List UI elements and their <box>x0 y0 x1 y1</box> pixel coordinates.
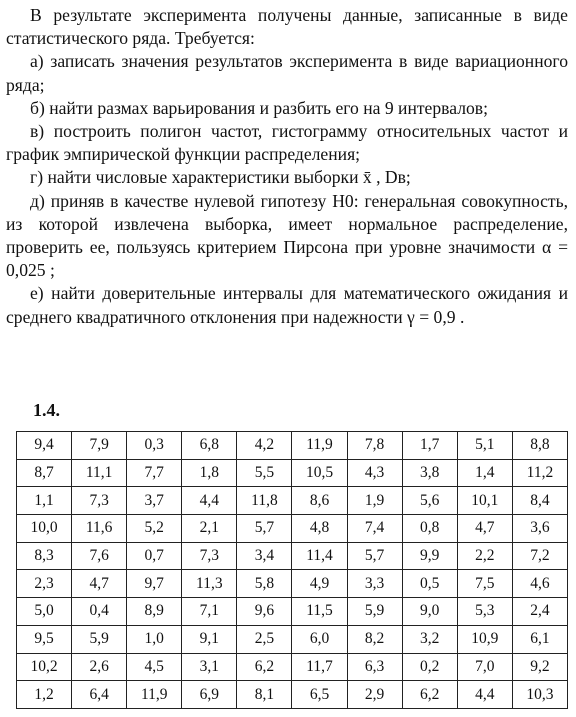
task-d: г) найти числовые характеристики выборки x̄ , Dв; <box>30 167 411 188</box>
table-cell: 2,5 <box>237 625 292 653</box>
table-cell: 0,4 <box>72 598 127 626</box>
table-cell: 2,4 <box>512 598 567 626</box>
table-row <box>17 515 568 543</box>
table-cell: 7,6 <box>72 542 127 570</box>
task-a: а) записать значения результатов эксперимента в виде вариационного ряда; <box>6 51 568 95</box>
table-cell: 9,1 <box>182 625 237 653</box>
table-cell: 1,7 <box>402 432 457 460</box>
table-cell: 11,7 <box>292 653 347 681</box>
table-cell: 7,7 <box>127 459 182 487</box>
table-cell: 0,5 <box>402 570 457 598</box>
table-cell: 3,3 <box>347 570 402 598</box>
table-cell: 1,2 <box>17 681 72 709</box>
table-cell: 4,2 <box>237 432 292 460</box>
task-b: б) найти размах варьирования и разбить его на 9 интервалов; <box>30 97 488 118</box>
table-cell: 11,9 <box>127 681 182 709</box>
table-cell: 0,3 <box>127 432 182 460</box>
table-cell: 10,9 <box>457 625 512 653</box>
table-cell: 2,9 <box>347 681 402 709</box>
table-cell: 11,1 <box>72 459 127 487</box>
table-row <box>17 570 568 598</box>
section-number: 1.4. <box>33 400 60 420</box>
table-row <box>17 459 568 487</box>
table-cell: 2,1 <box>182 515 237 543</box>
table-cell: 3,1 <box>182 653 237 681</box>
task-e: д) приняв в качестве нулевой гипотезу H0: генеральная совокупность, из которой извлечена выборка, имеет нормальное распределение, проверить ее, пользуясь критерием Пирсона при уровне значимости α = 0,025 ; <box>6 190 568 281</box>
table-cell: 5,9 <box>72 625 127 653</box>
table-cell: 5,2 <box>127 515 182 543</box>
table-cell: 2,6 <box>72 653 127 681</box>
table-cell: 9,7 <box>127 570 182 598</box>
table-row <box>17 681 568 709</box>
table-cell: 8,9 <box>127 598 182 626</box>
table-row <box>17 625 568 653</box>
table-cell: 8,3 <box>17 542 72 570</box>
table-row <box>17 653 568 681</box>
table-cell: 9,6 <box>237 598 292 626</box>
table-cell: 4,7 <box>72 570 127 598</box>
table-row <box>17 598 568 626</box>
table-cell: 5,8 <box>237 570 292 598</box>
table-cell: 6,0 <box>292 625 347 653</box>
table-cell: 9,2 <box>512 653 567 681</box>
table-cell: 10,1 <box>457 487 512 515</box>
table-cell: 9,4 <box>17 432 72 460</box>
table-row <box>17 542 568 570</box>
table-cell: 4,4 <box>457 681 512 709</box>
table-cell: 9,5 <box>17 625 72 653</box>
table-cell: 7,9 <box>72 432 127 460</box>
table-cell: 10,2 <box>17 653 72 681</box>
table-cell: 9,0 <box>402 598 457 626</box>
table-cell: 10,5 <box>292 459 347 487</box>
table-cell: 6,4 <box>72 681 127 709</box>
table-cell: 0,2 <box>402 653 457 681</box>
table-cell: 10,3 <box>512 681 567 709</box>
table-cell: 5,7 <box>347 542 402 570</box>
table-cell: 1,9 <box>347 487 402 515</box>
table-cell: 7,0 <box>457 653 512 681</box>
table-cell: 4,9 <box>292 570 347 598</box>
table-cell: 4,8 <box>292 515 347 543</box>
task-c: в) построить полигон частот, гистограмму относительных частот и график эмпирической функции распределения; <box>6 121 568 165</box>
table-cell: 6,1 <box>512 625 567 653</box>
table-cell: 3,8 <box>402 459 457 487</box>
table-cell: 7,8 <box>347 432 402 460</box>
table-cell: 7,5 <box>457 570 512 598</box>
table-row <box>17 487 568 515</box>
table-cell: 4,4 <box>182 487 237 515</box>
table-cell: 2,2 <box>457 542 512 570</box>
table-cell: 3,6 <box>512 515 567 543</box>
table-cell: 3,7 <box>127 487 182 515</box>
table-cell: 6,2 <box>402 681 457 709</box>
table-cell: 5,9 <box>347 598 402 626</box>
table-cell: 5,3 <box>457 598 512 626</box>
table-cell: 11,9 <box>292 432 347 460</box>
table-cell: 7,2 <box>512 542 567 570</box>
table-cell: 4,3 <box>347 459 402 487</box>
table-cell: 11,5 <box>292 598 347 626</box>
table-cell: 4,6 <box>512 570 567 598</box>
table-cell: 3,4 <box>237 542 292 570</box>
table-cell: 2,3 <box>17 570 72 598</box>
table-cell: 6,3 <box>347 653 402 681</box>
table-cell: 6,8 <box>182 432 237 460</box>
table-cell: 11,6 <box>72 515 127 543</box>
table-cell: 11,8 <box>237 487 292 515</box>
table-cell: 7,3 <box>72 487 127 515</box>
table-cell: 7,3 <box>182 542 237 570</box>
table-cell: 8,2 <box>347 625 402 653</box>
intro-paragraph: В результате эксперимента получены данные, записанные в виде статистического ряда. Требуется: <box>6 5 568 49</box>
task-f: е) найти доверительные интервалы для математического ожидания и среднего квадратичного отклонения при надежности γ = 0,9 . <box>6 283 568 327</box>
table-cell: 8,1 <box>237 681 292 709</box>
table-cell: 8,7 <box>17 459 72 487</box>
table-cell: 6,2 <box>237 653 292 681</box>
table-cell: 5,0 <box>17 598 72 626</box>
problem-text <box>6 4 568 329</box>
table-cell: 7,4 <box>347 515 402 543</box>
table-cell: 6,9 <box>182 681 237 709</box>
table-cell: 5,6 <box>402 487 457 515</box>
table-cell: 11,3 <box>182 570 237 598</box>
table-cell: 1,8 <box>182 459 237 487</box>
table-cell: 10,0 <box>17 515 72 543</box>
table-cell: 8,8 <box>512 432 567 460</box>
table-cell: 3,2 <box>402 625 457 653</box>
table-cell: 8,4 <box>512 487 567 515</box>
table-cell: 4,7 <box>457 515 512 543</box>
table-cell: 1,1 <box>17 487 72 515</box>
table-cell: 11,2 <box>512 459 567 487</box>
table-cell: 1,4 <box>457 459 512 487</box>
table-cell: 6,5 <box>292 681 347 709</box>
table-cell: 5,7 <box>237 515 292 543</box>
table-cell: 1,0 <box>127 625 182 653</box>
table-row <box>17 432 568 460</box>
table-cell: 5,5 <box>237 459 292 487</box>
table-cell: 0,7 <box>127 542 182 570</box>
table-cell: 9,9 <box>402 542 457 570</box>
table-cell: 11,4 <box>292 542 347 570</box>
sample-data-table <box>16 431 568 709</box>
table-cell: 7,1 <box>182 598 237 626</box>
table-cell: 5,1 <box>457 432 512 460</box>
table-cell: 8,6 <box>292 487 347 515</box>
table-cell: 4,5 <box>127 653 182 681</box>
table-cell: 0,8 <box>402 515 457 543</box>
